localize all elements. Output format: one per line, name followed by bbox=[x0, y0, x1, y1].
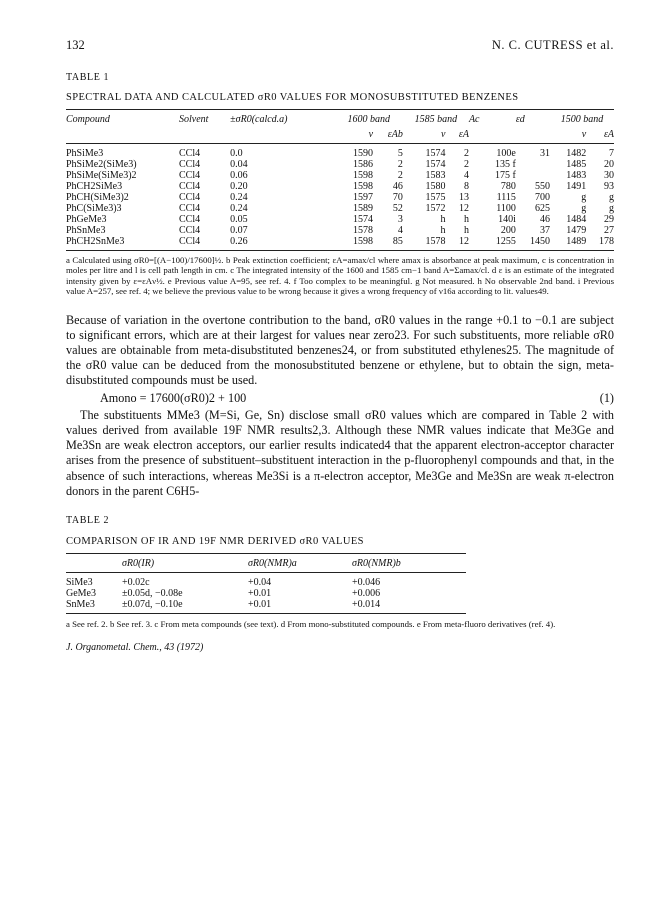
cell: 140i bbox=[498, 214, 516, 225]
table-row bbox=[66, 170, 614, 181]
body-text bbox=[66, 313, 614, 499]
cell: 12 bbox=[458, 203, 469, 214]
cell: 37 bbox=[539, 225, 550, 236]
cell: 175 f bbox=[495, 170, 516, 181]
table1-sub-nu: ν bbox=[335, 127, 373, 144]
cell: 5 bbox=[397, 148, 403, 159]
cell: +0.04 bbox=[248, 577, 272, 589]
cell: CCl4 bbox=[179, 181, 201, 192]
cell: 200 bbox=[500, 225, 516, 236]
cell: 70 bbox=[392, 192, 403, 203]
table1-footnotes: a Calculated using σR0=[(A−100)/17600]½. b Peak extinction coefficient; εA=amax/cl where amax is absorbance at peak maximum, c is concentration in moles per litre and l is cell path length in cm. c The integrated intensity of the 1600 and 1585 cm−1 band A=Σamax/cl. d ε is an estimate of the integrated intensity given by ε=εAν½. e Previous value A=95, see ref. 4. f Too complex to be meaningful. g Not measured. h No observable 2nd band. i Previous value A=257, see ref. 4; we believe the previous value to be wrong because it gives a wrong frequency of ν16a according to lit. values49. bbox=[66, 255, 614, 297]
table1-col-1500: 1500 band bbox=[560, 114, 604, 125]
cell: CCl4 bbox=[179, 159, 201, 170]
cell: 29 bbox=[604, 214, 614, 225]
table1 bbox=[66, 109, 614, 251]
cell: 20 bbox=[604, 159, 614, 170]
cell: PhSiMe3 bbox=[66, 148, 104, 159]
cell: 780 bbox=[500, 181, 516, 192]
cell: +0.014 bbox=[352, 599, 466, 614]
cell: 1589 bbox=[353, 203, 374, 214]
cell: 31 bbox=[539, 148, 550, 159]
cell: 93 bbox=[604, 181, 614, 192]
table2-label: TABLE 2 bbox=[66, 515, 110, 527]
cell: PhSiMe2(SiMe3) bbox=[66, 159, 137, 170]
cell: 1489 bbox=[550, 236, 586, 251]
table1-col-solvent: Solvent bbox=[179, 114, 209, 125]
table2-title: COMPARISON OF IR AND 19F NMR DERIVED σR0 VALUES bbox=[66, 536, 364, 548]
cell: 7 bbox=[609, 148, 614, 159]
cell: 1485 bbox=[566, 159, 587, 170]
table-row bbox=[66, 588, 466, 599]
cell: g bbox=[609, 203, 614, 214]
cell: 1597 bbox=[353, 192, 374, 203]
cell: CCl4 bbox=[179, 192, 201, 203]
cell: 0.0 bbox=[230, 148, 243, 159]
cell: 1491 bbox=[566, 181, 587, 192]
cell: 625 bbox=[534, 203, 550, 214]
cell: 1484 bbox=[566, 214, 587, 225]
cell: +0.01 bbox=[248, 599, 352, 614]
cell: 1578 bbox=[353, 225, 374, 236]
cell: 27 bbox=[604, 225, 614, 236]
table2-col-nmr-a: σR0(NMR)a bbox=[248, 554, 352, 573]
cell: 0.07 bbox=[230, 225, 248, 236]
cell: 550 bbox=[534, 181, 550, 192]
cell: SiMe3 bbox=[66, 577, 93, 589]
table1-sub-epsA: εAb bbox=[373, 127, 403, 144]
table2-col-ir: σR0(IR) bbox=[122, 554, 248, 573]
table-row bbox=[66, 144, 614, 160]
cell: PhCH(SiMe3)2 bbox=[66, 192, 129, 203]
cell: PhCH2SnMe3 bbox=[66, 236, 179, 251]
cell: 700 bbox=[534, 192, 550, 203]
table1-col-1585: 1585 band bbox=[414, 114, 458, 125]
table1-col-sigma: ±σR0(calcd.a) bbox=[230, 114, 288, 125]
cell: 0.04 bbox=[230, 159, 248, 170]
cell: 0.24 bbox=[230, 203, 248, 214]
cell: 0.20 bbox=[230, 181, 248, 192]
cell: +0.01 bbox=[248, 588, 272, 600]
cell: 1575 bbox=[425, 192, 446, 203]
page-header bbox=[66, 38, 614, 64]
cell: 0.26 bbox=[230, 236, 334, 251]
table2-col-nmr-b: σR0(NMR)b bbox=[352, 554, 466, 573]
cell: g bbox=[581, 203, 587, 214]
cell: CCl4 bbox=[179, 203, 201, 214]
cell: SnMe3 bbox=[66, 599, 122, 614]
cell: 3 bbox=[397, 214, 403, 225]
paragraph: Because of variation in the overtone contribution to the band, σR0 values in the range +0.1 to −0.1 are subject to significant errors, which are at their largest for values near zero23. For such substituents, more reliable σR0 values are obtainable from meta-disubstituted benzenes24, or from substituted ethylenes25. The magnitude of the σR0 value can be deduced from the monosubstituted benzene or ethylene, but to obtain the sign, meta-disubstituted compounds must be used. bbox=[66, 312, 614, 388]
table-row bbox=[66, 573, 466, 589]
cell bbox=[516, 170, 550, 181]
cell: 2 bbox=[397, 170, 403, 181]
table-row bbox=[66, 599, 466, 614]
cell: 1483 bbox=[566, 170, 587, 181]
cell: 135 f bbox=[495, 159, 516, 170]
cell: 0.24 bbox=[230, 192, 248, 203]
table2-header-row bbox=[66, 554, 466, 573]
cell: GeMe3 bbox=[66, 588, 96, 600]
cell: 1255 bbox=[469, 236, 516, 251]
journal-citation: J. Organometal. Chem., 43 (1972) bbox=[66, 641, 204, 653]
cell bbox=[516, 159, 550, 170]
table2-col-blank bbox=[66, 554, 122, 573]
cell: 1479 bbox=[566, 225, 587, 236]
cell: 12 bbox=[446, 236, 469, 251]
cell: h bbox=[463, 214, 469, 225]
page-number: 132 bbox=[66, 38, 85, 52]
cell: g bbox=[581, 192, 587, 203]
cell: h bbox=[440, 214, 446, 225]
table1-sub-nu: ν bbox=[550, 127, 586, 144]
cell: 1574 bbox=[425, 159, 446, 170]
table-row bbox=[66, 181, 614, 192]
cell: CCl4 bbox=[179, 236, 230, 251]
cell: CCl4 bbox=[179, 214, 201, 225]
paragraph: The substituents MMe3 (M=Si, Ge, Sn) disclose small σR0 values which are compared in Table 2 with values derived from available 19F NMR results2,3. Although these NMR values indicate that Me3Ge and Me3Sn are weak electron acceptors, our earlier results indicated4 that the apparent electron-acceptor character arises from the presence of substituent–substituent interaction in the p-fluorophenyl compounds and that, in the absence of such interactions, whereas Me3Si is a π-electron acceptor, Me3Ge and Me3Sn are weak π-electron donors in the parent C6H5- bbox=[66, 407, 614, 498]
table1-title: SPECTRAL DATA AND CALCULATED σR0 VALUES FOR MONOSUBSTITUTED BENZENES bbox=[66, 92, 519, 103]
cell: +0.006 bbox=[352, 588, 381, 600]
cell: 0.05 bbox=[230, 214, 248, 225]
cell: 1574 bbox=[353, 214, 374, 225]
cell: h bbox=[440, 225, 446, 236]
equation-formula: Amono = 17600(σR0)2 + 100 bbox=[100, 390, 247, 405]
equation bbox=[66, 391, 614, 406]
table1-sub-epsA: εA bbox=[586, 127, 614, 144]
table1-subheader-row bbox=[66, 127, 614, 144]
cell: 2 bbox=[397, 159, 403, 170]
cell: 8 bbox=[463, 181, 469, 192]
table-row bbox=[66, 192, 614, 203]
cell: 1590 bbox=[353, 148, 374, 159]
cell: PhC(SiMe3)3 bbox=[66, 203, 122, 214]
cell: 30 bbox=[604, 170, 614, 181]
table2-footnotes: a See ref. 2. b See ref. 3. c From meta compounds (see text). d From mono-substituted compounds. e From meta-fluoro derivatives (ref. 4). bbox=[66, 619, 556, 630]
cell: 13 bbox=[458, 192, 469, 203]
cell: +0.02c bbox=[122, 577, 150, 589]
cell: 1586 bbox=[353, 159, 374, 170]
cell: +0.046 bbox=[352, 577, 381, 589]
cell: ±0.05d, −0.08e bbox=[122, 588, 183, 600]
table1-col-compound: Compound bbox=[66, 114, 110, 125]
cell: 1598 bbox=[353, 170, 374, 181]
cell: 4 bbox=[463, 170, 469, 181]
cell: 1482 bbox=[566, 148, 587, 159]
cell: 1598 bbox=[353, 181, 374, 192]
cell: 46 bbox=[539, 214, 550, 225]
cell: 178 bbox=[586, 236, 614, 251]
cell: 0.06 bbox=[230, 170, 248, 181]
table1-label: TABLE 1 bbox=[66, 72, 110, 83]
cell: ±0.07d, −0.10e bbox=[122, 599, 248, 614]
cell: 2 bbox=[463, 159, 469, 170]
cell: 1572 bbox=[425, 203, 446, 214]
table1-col-a: Ac bbox=[468, 114, 480, 125]
table-row bbox=[66, 225, 614, 236]
cell: PhCH2SiMe3 bbox=[66, 181, 123, 192]
cell: CCl4 bbox=[179, 170, 201, 181]
table1-sub-nu: ν bbox=[403, 127, 446, 144]
table1-col-1600: 1600 band bbox=[347, 114, 390, 125]
table1-header-row bbox=[66, 110, 614, 128]
cell: PhSnMe3 bbox=[66, 225, 106, 236]
cell: 100e bbox=[496, 148, 516, 159]
cell: 52 bbox=[392, 203, 403, 214]
cell: 1580 bbox=[425, 181, 446, 192]
cell: 4 bbox=[397, 225, 403, 236]
table1-sub-epsA: εA bbox=[446, 127, 469, 144]
cell: PhSiMe(SiMe3)2 bbox=[66, 170, 137, 181]
cell: 2 bbox=[463, 148, 469, 159]
table1-col-eps: εd bbox=[515, 114, 525, 125]
cell: CCl4 bbox=[179, 148, 201, 159]
cell: 1115 bbox=[496, 192, 516, 203]
table2 bbox=[66, 553, 466, 614]
cell: 46 bbox=[392, 181, 403, 192]
running-authors: N. C. CUTRESS et al. bbox=[491, 38, 614, 52]
journal-page bbox=[66, 38, 614, 653]
table-row bbox=[66, 159, 614, 170]
table-row bbox=[66, 203, 614, 214]
cell: 1100 bbox=[496, 203, 516, 214]
cell: 1583 bbox=[425, 170, 446, 181]
table-row bbox=[66, 236, 614, 251]
cell: h bbox=[463, 225, 469, 236]
cell: 1578 bbox=[403, 236, 446, 251]
cell: 1450 bbox=[516, 236, 550, 251]
cell: 85 bbox=[373, 236, 403, 251]
table-row bbox=[66, 214, 614, 225]
cell: g bbox=[609, 192, 614, 203]
cell: CCl4 bbox=[179, 225, 201, 236]
equation-number: (1) bbox=[599, 390, 614, 405]
cell: PhGeMe3 bbox=[66, 214, 107, 225]
cell: 1574 bbox=[425, 148, 446, 159]
cell: 1598 bbox=[335, 236, 373, 251]
